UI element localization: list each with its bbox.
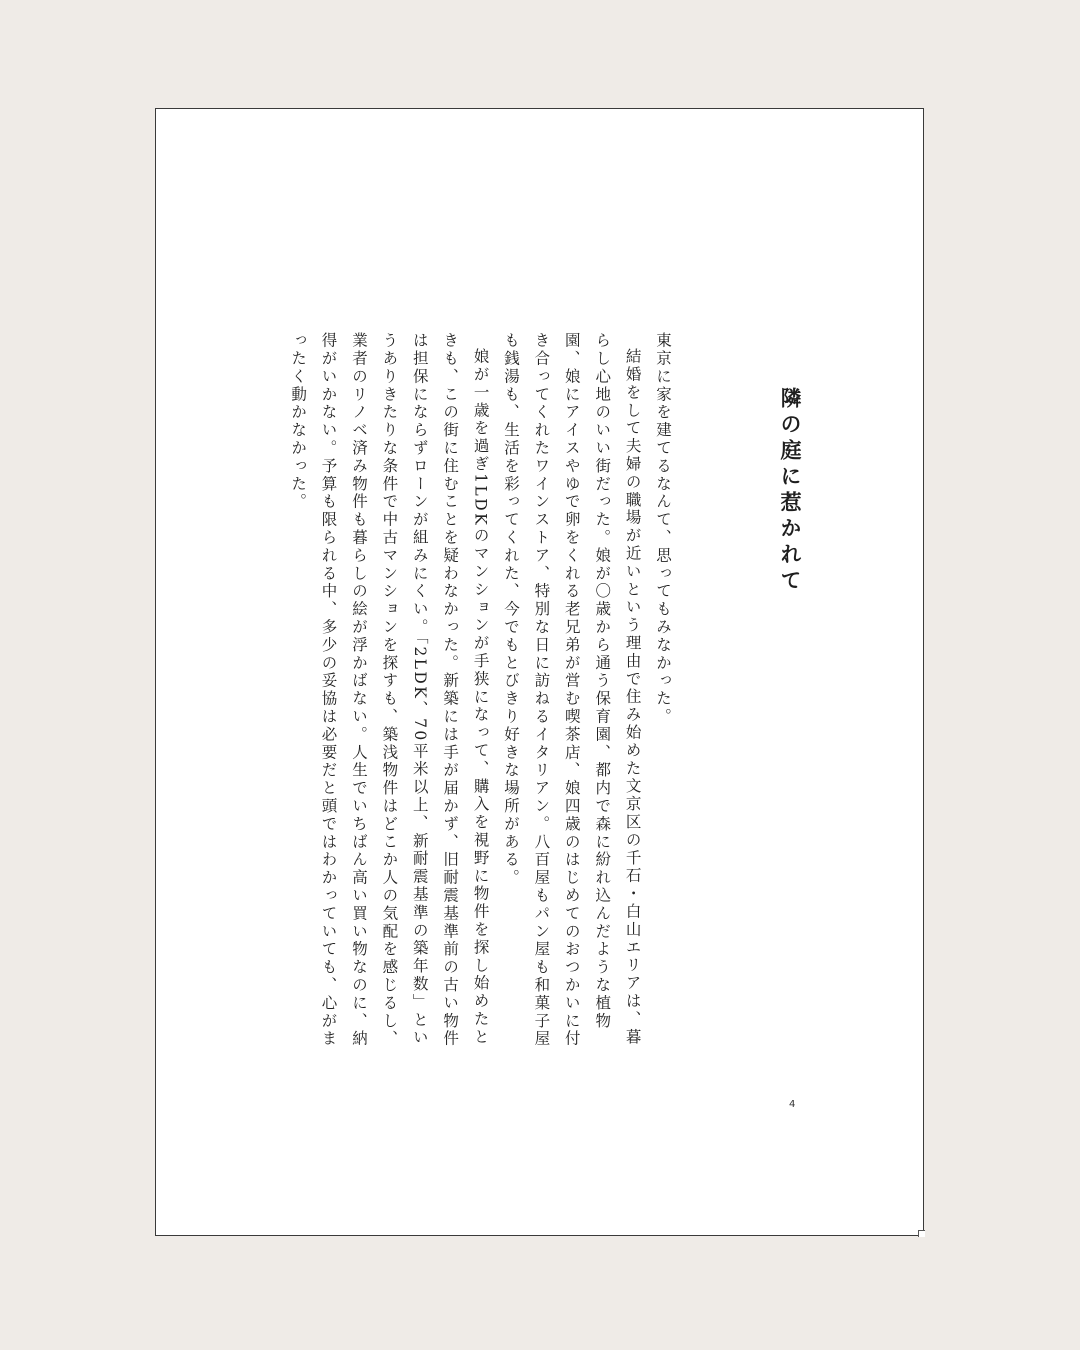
paragraph: 結婚をして夫婦の職場が近いという理由で住み始めた文京区の千石・白山エリアは、暮らし心地のいい街だった。娘が〇歳から通う保育園、都内で森に紛れ込んだような植物園、娘にアイスやゆで卵をくれる老兄弟が営む喫茶店、娘四歳のはじめてのおつかいに付き合ってくれたワインストア、特別な日に訪ねるイタリアン。八百屋もパン屋も和菓子屋も銭湯も、生活を彩ってくれた、今でもとびきり好きな場所がある。 (501, 332, 642, 1048)
chapter-title: 隣の庭に惹かれて (778, 387, 803, 595)
paragraph: 東京に家を建てるなんて、思ってもみなかった。 (654, 332, 672, 726)
paragraph: 娘が一歳を過ぎ1LDKのマンションが手狭になって、購入を視野に物件を探し始めたときも、この街に住むことを疑わなかった。新築には手が届かず、旧耐震基準前の古い物件は担保にならずローンが組みにくい。「2LDK、70平米以上、新耐震基準の築年数」というありきたりな条件で中古マンションを探すも、築浅物件はどこか人の気配を感じるし、業者のリノベ済み物件も暮らしの絵が浮かばない。人生でいちばん高い買い物なのに、納得がいかない。予算も限られる中、多少の妥協は必要だと頭ではわかっていても、心がまったく動かなかった。 (289, 332, 490, 1048)
page-corner-mark (918, 1230, 925, 1237)
page-number: 4 (789, 1099, 796, 1110)
book-page (155, 108, 924, 1236)
body-text (283, 332, 678, 1052)
